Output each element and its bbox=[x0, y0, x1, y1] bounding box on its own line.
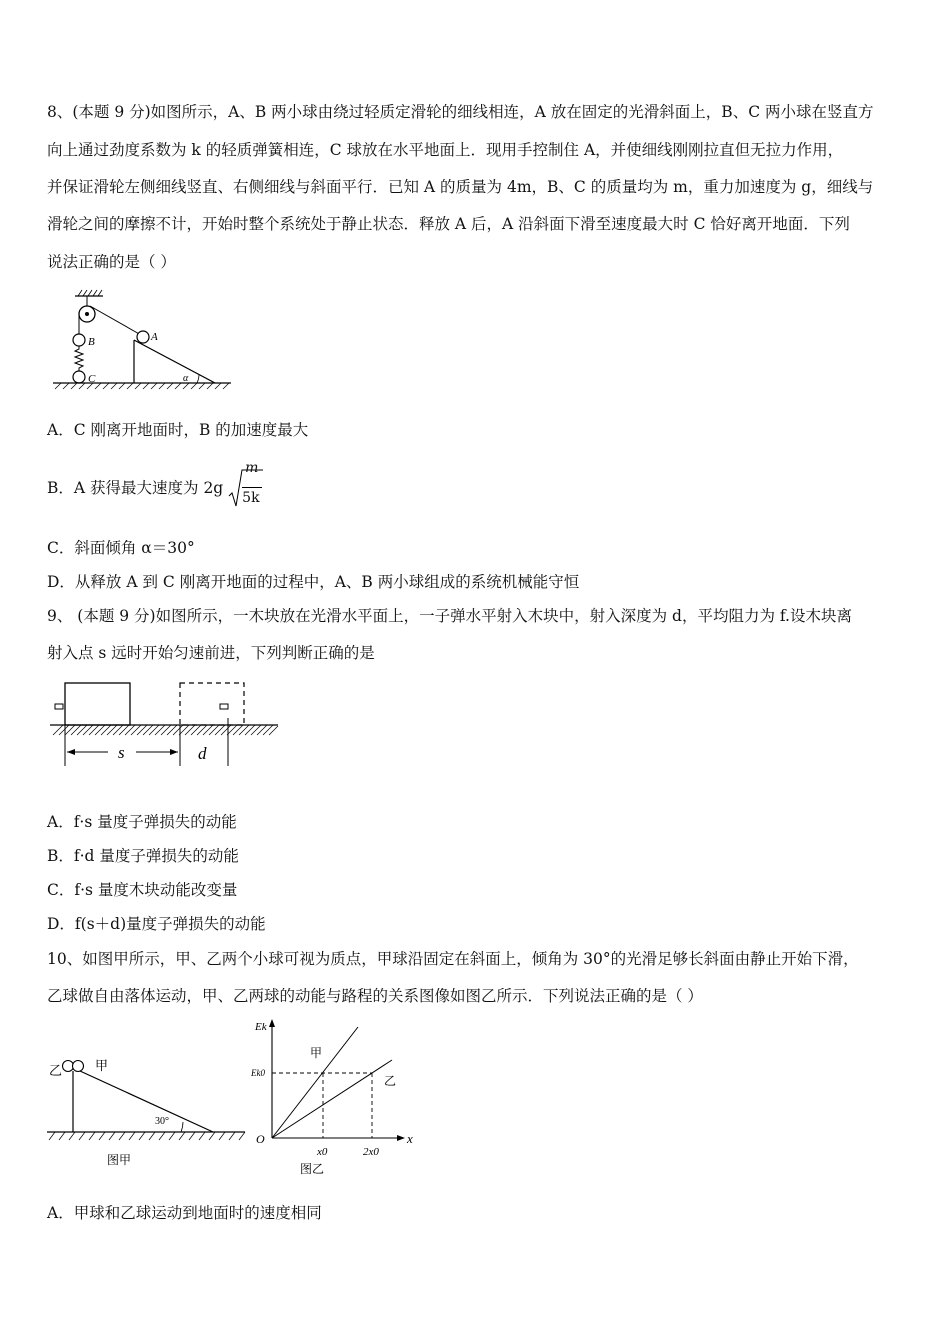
q10-graph-ylabel: Ek bbox=[255, 1021, 267, 1033]
q8-option-b bbox=[47, 460, 264, 510]
q8-option-a: A．C 刚离开地面时，B 的加速度最大 bbox=[47, 421, 309, 439]
q10-line-1: 10、如图甲所示，甲、乙两个小球可视为质点，甲球沿固定在斜面上，倾角为 30°的光滑足够长斜面由静止开始下滑， bbox=[47, 950, 859, 968]
q8-line-4: 滑轮之间的摩擦不计，开始时整个系统处于静止状态．释放 A 后，A 沿斜面下滑至速度最大时 C 恰好离开地面．下列 bbox=[47, 215, 850, 233]
q10-figure-jia bbox=[45, 1050, 250, 1175]
q9-line-1: 9、 (本题 9 分)如图所示，一木块放在光滑水平面上，一子弹水平射入木块中，射入深度为 d，平均阻力为 f.设木块离 bbox=[47, 607, 852, 625]
q9-option-a: A．f·s 量度子弹损失的动能 bbox=[47, 813, 237, 831]
q8-option-d: D．从释放 A 到 C 刚离开地面的过程中，A、B 两小球组成的系统机械能守恒 bbox=[47, 573, 580, 591]
q10-graph-xlabel: x bbox=[407, 1131, 413, 1146]
q10-label-angle: 30° bbox=[155, 1116, 169, 1127]
q8-label-a: A bbox=[151, 331, 158, 343]
q9-option-c: C．f·s 量度木块动能改变量 bbox=[47, 881, 238, 899]
q10-figure-yi-graph bbox=[250, 1015, 425, 1180]
q10-caption-yi: 图乙 bbox=[300, 1162, 325, 1176]
q9-label-d: d bbox=[198, 744, 207, 763]
q10-graph-line-jia: 甲 bbox=[310, 1046, 323, 1060]
q9-line-2: 射入点 s 远时开始匀速前进，下列判断正确的是 bbox=[47, 644, 375, 662]
q9-label-s: s bbox=[118, 743, 125, 762]
q8-option-c: C．斜面倾角 α＝30° bbox=[47, 539, 195, 557]
q8-line-3: 并保证滑轮左侧细线竖直、右侧细线与斜面平行．已知 A 的质量为 4m，B、C 的质量均为 m，重力加速度为 g，细线与 bbox=[47, 178, 874, 196]
q8-pulley-incline-figure bbox=[45, 288, 240, 394]
q8-label-b: B bbox=[88, 336, 95, 348]
q8-label-c: C bbox=[88, 373, 96, 385]
q8-line-5: 说法正确的是（ ） bbox=[47, 253, 176, 271]
q10-graph-line-yi: 乙 bbox=[384, 1074, 397, 1088]
q10-line-2: 乙球做自由落体运动，甲、乙两球的动能与路程的关系图像如图乙所示．下列说法正确的是（ ） bbox=[47, 987, 703, 1005]
q9-option-d: D．f(s＋d)量度子弹损失的动能 bbox=[47, 915, 266, 933]
q9-option-b: B．f·d 量度子弹损失的动能 bbox=[47, 847, 239, 865]
q10-caption-jia: 图甲 bbox=[107, 1153, 132, 1167]
q8-option-b-prefix: B．A 获得最大速度为 2g bbox=[47, 479, 224, 497]
q8-line-1: 8、(本题 9 分)如图所示，A、B 两小球由绕过轻质定滑轮的细线相连，A 放在固定的光滑斜面上，B、C 两小球在竖直方 bbox=[47, 103, 874, 121]
q8-line-2: 向上通过劲度系数为 k 的轻质弹簧相连，C 球放在水平地面上．现用手控制住 A，并使细线刚刚拉直但无拉力作用， bbox=[47, 141, 844, 159]
q8-option-b-numerator: m bbox=[245, 460, 259, 476]
q10-option-a: A．甲球和乙球运动到地面时的速度相同 bbox=[47, 1204, 322, 1222]
q9-bullet-block-figure bbox=[50, 678, 280, 770]
q10-graph-ek0: Ek0 bbox=[251, 1068, 265, 1078]
q10-label-yi: 乙 bbox=[49, 1063, 63, 1078]
q8-label-alpha: α bbox=[183, 373, 189, 384]
q8-option-b-denominator: 5k bbox=[242, 490, 260, 506]
q10-graph-x0: x0 bbox=[317, 1146, 328, 1158]
q8-option-b-sqrt bbox=[228, 460, 264, 510]
q10-graph-origin: O bbox=[256, 1132, 265, 1146]
q10-label-jia: 甲 bbox=[95, 1058, 109, 1073]
q10-graph-2x0: 2x0 bbox=[363, 1146, 379, 1158]
